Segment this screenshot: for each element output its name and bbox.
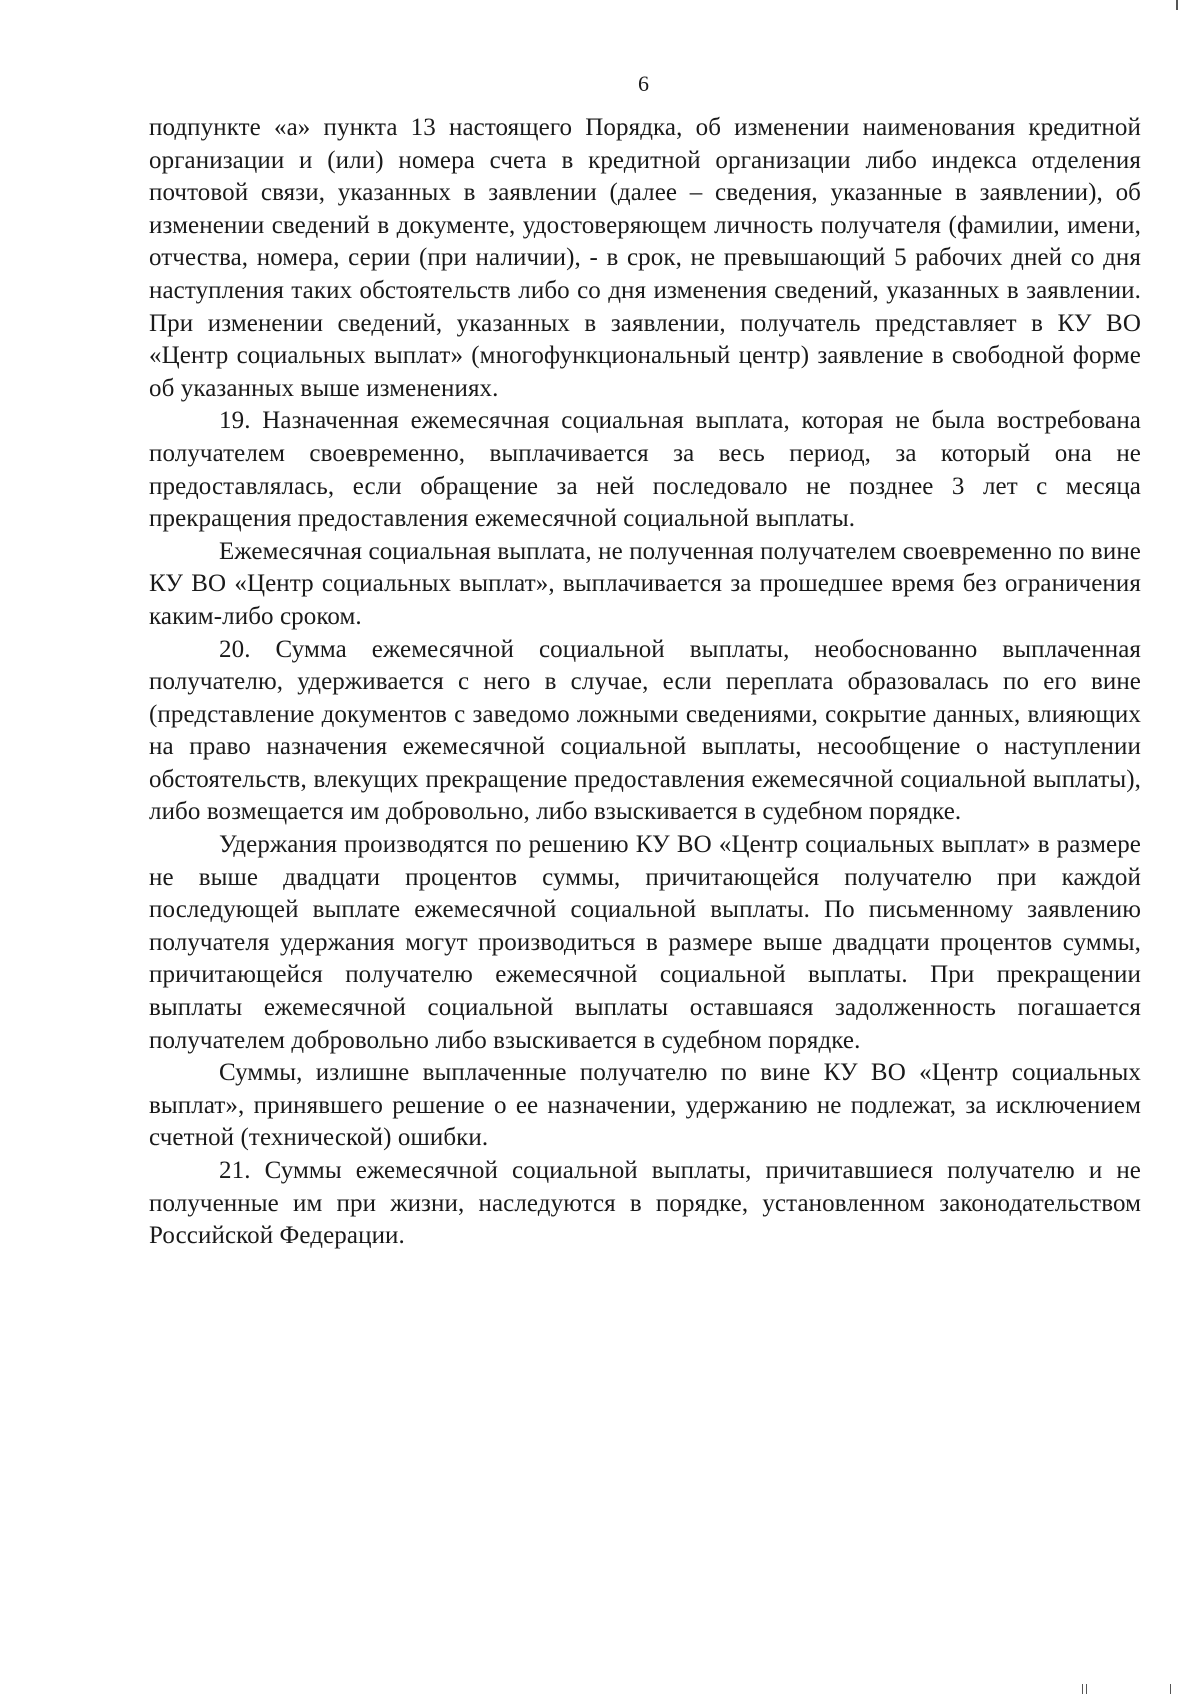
paragraph-continuation: подпункте «а» пункта 13 настоящего Порядка, об изменении наименования кредитной организации и (или) номера счета в кредитной организации либо индекса отделения почтовой связи, указанных в заявлении (далее – сведения, указанные в заявлении), об изменении сведений в документе, удостоверяющем личность получателя (фамилии, имени, отчества, номера, серии (при наличии), - в срок, не превышающий 5 рабочих дней со дня наступления таких обстоятельств либо со дня изменения сведений, указанных в заявлении. При изменении сведений, указанных в заявлении, получатель представляет в КУ ВО «Центр социальных выплат» (многофункциональный центр) заявление в свободной форме об указанных выше изменениях. [149,114,1141,402]
scan-edge-mark-bottom-left-2 [1086,1684,1087,1694]
scan-edge-mark-bottom-left [1082,1684,1083,1694]
paragraph-item-20: 20. Сумма ежемесячной социальной выплаты, необоснованно выплаченная получателю, удерживается с него в случае, если переплата образовалась по его вине (представление документов с заведомо ложными сведениями, сокрытие данных, влияющих на право назначения ежемесячной социальной выплаты, несообщение о наступлении обстоятельств, влекущих прекращение предоставления ежемесячной социальной выплаты), либо возмещается им добровольно, либо взыскивается в судебном порядке. [149,635,1141,826]
scan-edge-mark-bottom-right [1170,1684,1171,1694]
paragraph-item-21: 21. Суммы ежемесячной социальной выплаты, причитавшиеся получателю и не полученные им при жизни, наследуются в порядке, установленном законодательством Российской Федерации. [149,1157,1141,1250]
paragraph-item-20-overpaid-sums: Суммы, излишне выплаченные получателю по вине КУ ВО «Центр социальных выплат», принявшего решение о ее назначении, удержанию не подлежат, за исключением счетной (технической) ошибки. [149,1059,1141,1152]
paragraph-item-19: 19. Назначенная ежемесячная социальная выплата, которая не была востребована получателем своевременно, выплачивается за весь период, за который она не предоставлялась, если обращение за ней последовало не позднее 3 лет с месяца прекращения предоставления ежемесячной социальной выплаты. [149,407,1141,533]
paragraph-item-19-late-payment: Ежемесячная социальная выплата, не полученная получателем своевременно по вине КУ ВО «Центр социальных выплат», выплачивается за прошедшее время без ограничения каким-либо сроком. [149,537,1141,630]
scan-edge-mark-top-right [1176,0,1178,10]
page-number: 6 [638,71,649,96]
paragraph-item-20-deductions: Удержания производятся по решению КУ ВО «Центр социальных выплат» в размере не выше двадцати процентов суммы, причитающейся получателю при каждой последующей выплате ежемесячной социальной выплаты. По письменному заявлению получателя удержания могут производиться в размере выше двадцати процентов суммы, причитающейся получателю ежемесячной социальной выплаты. При прекращении выплаты ежемесячной социальной выплаты оставшаяся задолженность погашается получателем добровольно либо взыскивается в судебном порядке. [149,831,1141,1054]
body-text [149,112,1141,1253]
